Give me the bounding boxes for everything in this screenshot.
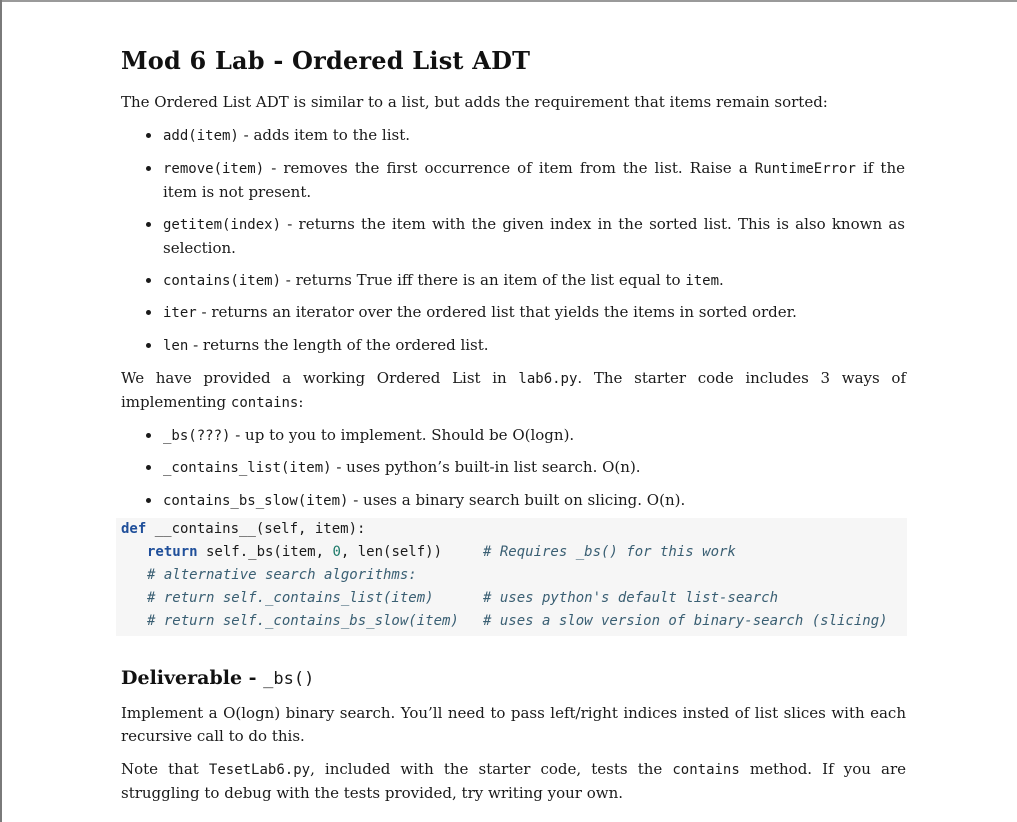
code-comment: # uses python's default list-search: [483, 590, 779, 606]
bullet-icon: [146, 343, 151, 348]
provided-paragraph: [121, 367, 906, 415]
page-title: Mod 6 Lab - Ordered List ADT: [121, 46, 531, 75]
list-item-text: - returns the length of the ordered list.: [188, 336, 489, 354]
list-item-text: - returns the item with the given index in the sorted list. This is also known as selection.: [163, 215, 905, 257]
deliverable-heading: [121, 667, 314, 689]
paragraph-text: Note that: [121, 760, 209, 778]
list-item-contains-bs-slow: [163, 489, 905, 513]
inline-code: contains: [230, 395, 299, 411]
code-comment: # Requires _bs() for this work: [483, 544, 736, 560]
bullet-icon: [146, 278, 151, 283]
list-item-iter: [163, 301, 905, 325]
code-comment: # uses a slow version of binary-search (slicing): [483, 613, 888, 629]
code-comment: # return self._contains_list(item): [147, 590, 434, 606]
code-keyword: return: [147, 544, 198, 560]
list-item-text: if the item is not present.: [163, 159, 905, 201]
list-item-text: - removes the first occurrence of item from the list. Raise a: [264, 159, 755, 177]
bullet-icon: [146, 498, 151, 503]
inline-code: iter: [163, 305, 197, 321]
list-item-text: - adds item to the list.: [238, 126, 411, 144]
inline-code: item: [685, 273, 720, 289]
inline-code: _bs(???): [163, 428, 231, 444]
paragraph-text: :: [298, 393, 304, 411]
bullet-icon: [146, 310, 151, 315]
list-item-contains: [163, 269, 905, 293]
inline-code: lab6.py: [518, 371, 578, 387]
inline-code: len: [163, 338, 189, 354]
bullet-icon: [146, 433, 151, 438]
list-item-remove: [163, 157, 905, 204]
intro-paragraph: The Ordered List ADT is similar to a list, but adds the requirement that items remain sorted:: [121, 93, 828, 111]
inline-code: _contains_list(item): [163, 460, 332, 476]
list-item-text: - returns True iff there is an item of the list equal to: [281, 271, 686, 289]
code-block: [116, 518, 907, 636]
window-left-border: [0, 0, 2, 822]
code-comment: # alternative search algorithms:: [147, 567, 417, 583]
paragraph-text: , included with the starter code, tests the: [310, 760, 673, 778]
inline-code: TesetLab6.py: [208, 762, 311, 778]
bullet-icon: [146, 465, 151, 470]
list-item-text: - uses a binary search built on slicing. O(n).: [348, 491, 686, 509]
list-item-text: - returns an iterator over the ordered list that yields the items in sorted order.: [196, 303, 797, 321]
code-keyword: def: [121, 521, 147, 537]
list-item-contains-list: [163, 456, 905, 480]
window-top-border: [0, 0, 1017, 2]
bullet-icon: [146, 222, 151, 227]
bullet-icon: [146, 166, 151, 171]
list-item-getitem: [163, 213, 905, 260]
list-item-add: [163, 124, 905, 148]
paragraph-text: . The starter code includes 3 ways of implementing: [121, 369, 906, 411]
heading-text: Deliverable -: [121, 667, 264, 689]
inline-code: remove(item): [163, 161, 265, 177]
list-item-text: - up to you to implement. Should be O(logn).: [230, 426, 575, 444]
inline-code: contains(item): [163, 273, 282, 289]
code-line: [121, 518, 365, 541]
list-item-text: .: [719, 271, 724, 289]
code-text: self._bs(item,: [197, 544, 333, 560]
list-item-bs: [163, 424, 905, 448]
inline-code: add(item): [163, 128, 239, 144]
bullet-icon: [146, 133, 151, 138]
note-paragraph: [121, 758, 906, 805]
inline-code: _bs(): [263, 669, 315, 689]
inline-code: RuntimeError: [754, 161, 856, 177]
paragraph-text: method. If you are struggling to debug with the tests provided, try writing your own.: [121, 760, 906, 802]
code-text: __contains__(self, item):: [146, 521, 366, 537]
inline-code: getitem(index): [163, 217, 282, 233]
code-line: [147, 541, 442, 564]
inline-code: contains_bs_slow(item): [163, 493, 349, 509]
list-item-text: - uses python’s built-in list search. O(n).: [331, 458, 641, 476]
inline-code: contains: [672, 762, 740, 778]
list-item-len: [163, 334, 905, 358]
implement-paragraph: Implement a O(logn) binary search. You’ll need to pass left/right indices insted of list slices with each recursive call to do this.: [121, 704, 906, 745]
code-comment: # return self._contains_bs_slow(item): [147, 613, 459, 629]
paragraph-text: We have provided a working Ordered List in: [121, 369, 519, 387]
code-number: 0: [332, 544, 341, 560]
code-text: , len(self)): [340, 544, 443, 560]
